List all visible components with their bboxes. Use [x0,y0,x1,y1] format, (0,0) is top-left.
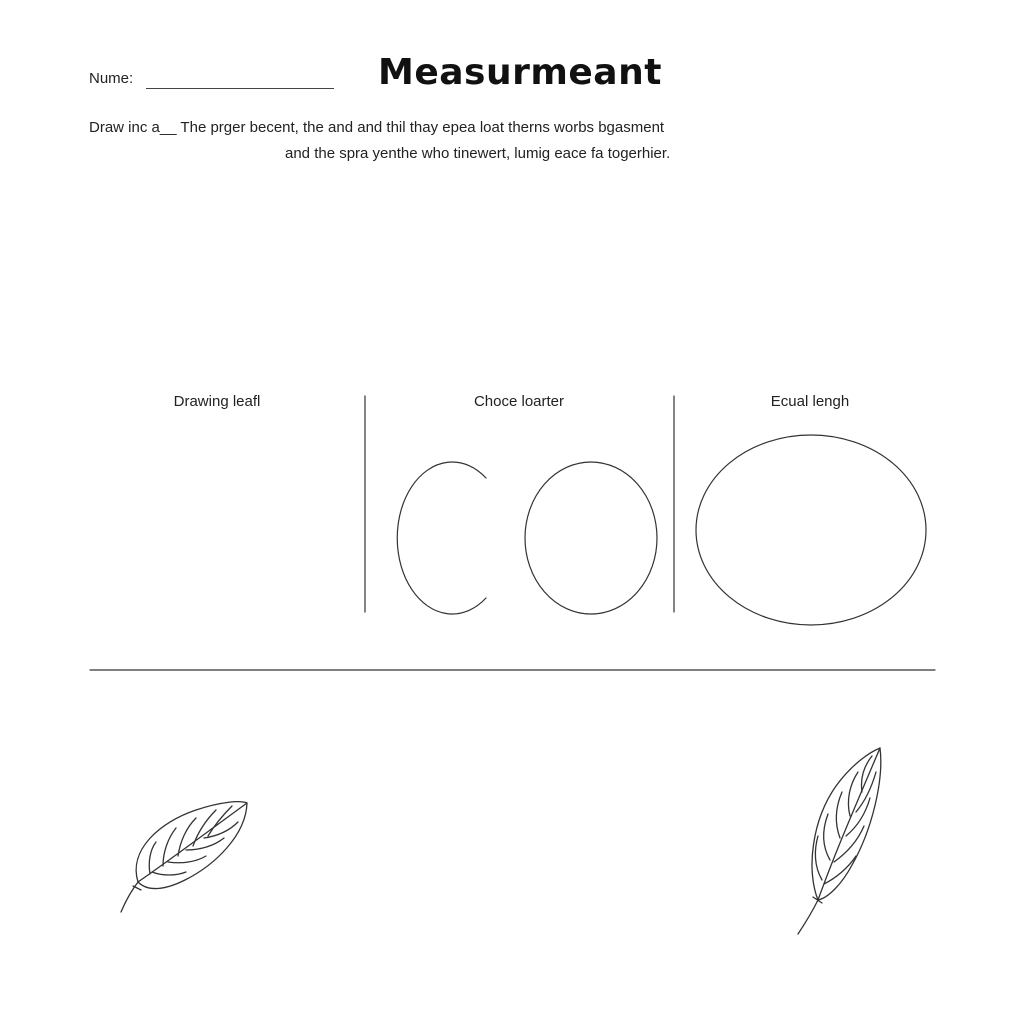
oval-shape [525,462,657,614]
page-title: Measurmeant [378,52,662,93]
feather-leaf-icon [798,748,881,934]
instruction-line-1: Draw inc a__ The prger becent, the and and thil thay epea loat therns worbs bgasment [89,119,665,136]
column-label-drawing: Drawing leafl [173,393,261,410]
column-label-choice: Choce loarter [473,393,565,410]
leaf-icon [121,802,247,912]
column-label-equal: Ecual lengh [770,393,850,410]
large-circle-shape [696,435,926,625]
name-label: Nume: [89,70,134,87]
open-circle-shape [397,462,486,614]
instruction-line-2: and the spra yenthe who tinewert, lumig eace fa togerhier. [285,145,671,162]
